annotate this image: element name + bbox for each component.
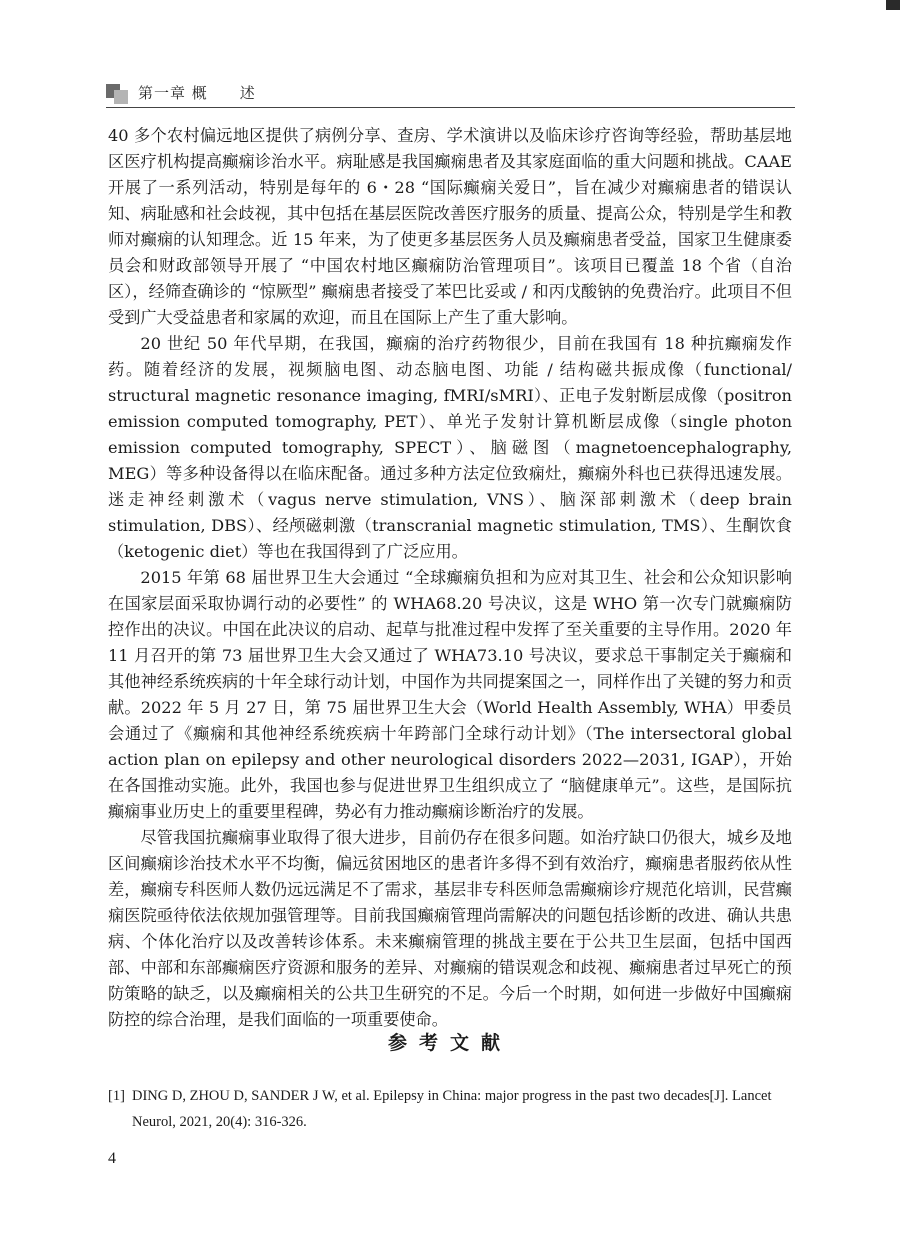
reference-text: DING D, ZHOU D, SANDER J W, et al. Epilepsy in China: major progress in the past two decades[J]. Lancet Neurol, 2021, 20(4): 316-326. bbox=[132, 1088, 772, 1130]
body-text bbox=[108, 123, 792, 1033]
header-rule bbox=[106, 107, 795, 108]
reference-item bbox=[108, 1083, 792, 1135]
references-heading: 参考文献 bbox=[387, 1032, 512, 1054]
chapter-marker-shadow-icon bbox=[114, 90, 128, 104]
running-head bbox=[106, 80, 806, 104]
paragraph-3: 2015 年第 68 届世界卫生大会通过 “全球癫痫负担和为应对其卫生、社会和公众知识影响在国家层面采取协调行动的必要性” 的 WHA68.20 号决议，这是 WHO 第一次专门就癫痫防控作出的决议。中国在此决议的启动、起草与批准过程中发挥了至关重要的主导作用。2020 年 11 月召开的第 73 届世界卫生大会又通过了 WHA73.10 号决议，要求总干事制定关于癫痫和其他神经系统疾病的十年全球行动计划，中国作为共同提案国之一，同样作出了关键的努力和贡献。2022 年 5 月 27 日，第 75 届世界卫生大会（World Health Assembly, WHA）甲委员会通过了《癫痫和其他神经系统疾病十年跨部门全球行动计划》（The intersectoral global action plan on epilepsy and other neurological disorders 2022—2031, IGAP），开始在各国推动实施。此外，我国也参与促进世界卫生组织成立了 “脑健康单元”。这些，是国际抗癫痫事业历史上的重要里程碑，势必有力推动癫痫诊断治疗的发展。 bbox=[108, 568, 792, 821]
reference-number: [1] bbox=[108, 1088, 125, 1104]
paragraph-4: 尽管我国抗癫痫事业取得了很大进步，目前仍存在很多问题。如治疗缺口仍很大，城乡及地区间癫痫诊治技术水平不均衡，偏远贫困地区的患者许多得不到有效治疗，癫痫患者服药依从性差，癫痫专科医师人数仍远远满足不了需求，基层非专科医师急需癫痫诊疗规范化培训，民营癫痫医院亟待依法依规加强管理等。目前我国癫痫管理尚需解决的问题包括诊断的改进、确认共患病、个体化治疗以及改善转诊体系。未来癫痫管理的挑战主要在于公共卫生层面，包括中国西部、中部和东部癫痫医疗资源和服务的差异、对癫痫的错误观念和歧视、癫痫患者过早死亡的预防策略的缺乏，以及癫痫相关的公共卫生研究的不足。今后一个时期，如何进一步做好中国癫痫防控的综合治理，是我们面临的一项重要使命。 bbox=[108, 828, 792, 1029]
running-head-title: 第一章 概 述 bbox=[138, 84, 256, 102]
paragraph-1: 40 多个农村偏远地区提供了病例分享、查房、学术演讲以及临床诊疗咨询等经验，帮助基层地区医疗机构提高癫痫诊治水平。病耻感是我国癫痫患者及其家庭面临的重大问题和挑战。CAAE 开展了一系列活动，特别是每年的 6・28 “国际癫痫关爱日”，旨在减少对癫痫患者的错误认知、病耻感和社会歧视，其中包括在基层医院改善医疗服务的质量、提高公众，特别是学生和教师对癫痫的认知理念。近 15 年来，为了使更多基层医务人员及癫痫患者受益，国家卫生健康委员会和财政部领导开展了 “中国农村地区癫痫防治管理项目”。该项目已覆盖 18 个省（自治区），经筛查确诊的 “惊厥型” 癫痫患者接受了苯巴比妥或 / 和丙戊酸钠的免费治疗。此项目不但受到广大受益患者和家属的欢迎，而且在国际上产生了重大影响。 bbox=[108, 126, 792, 327]
corner-crop-mark bbox=[886, 0, 900, 10]
paragraph-2: 20 世纪 50 年代早期，在我国，癫痫的治疗药物很少，目前在我国有 18 种抗癫痫发作药。随着经济的发展，视频脑电图、动态脑电图、功能 / 结构磁共振成像（functional/ structural magnetic resonance imaging, fMRI/sMRI）、正电子发射断层成像（positron emission computed tomography, PET）、单光子发射计算机断层成像（single photon emission computed tomography, SPECT）、脑磁图（magnetoencephalography, MEG）等多种设备得以在临床配备。通过多种方法定位致痫灶，癫痫外科也已获得迅速发展。迷走神经刺激术（vagus nerve stimulation, VNS）、脑深部刺激术（deep brain stimulation, DBS）、经颅磁刺激（transcranial magnetic stimulation, TMS）、生酮饮食（ketogenic diet）等也在我国得到了广泛应用。 bbox=[108, 334, 792, 561]
page-number: 4 bbox=[108, 1150, 116, 1167]
